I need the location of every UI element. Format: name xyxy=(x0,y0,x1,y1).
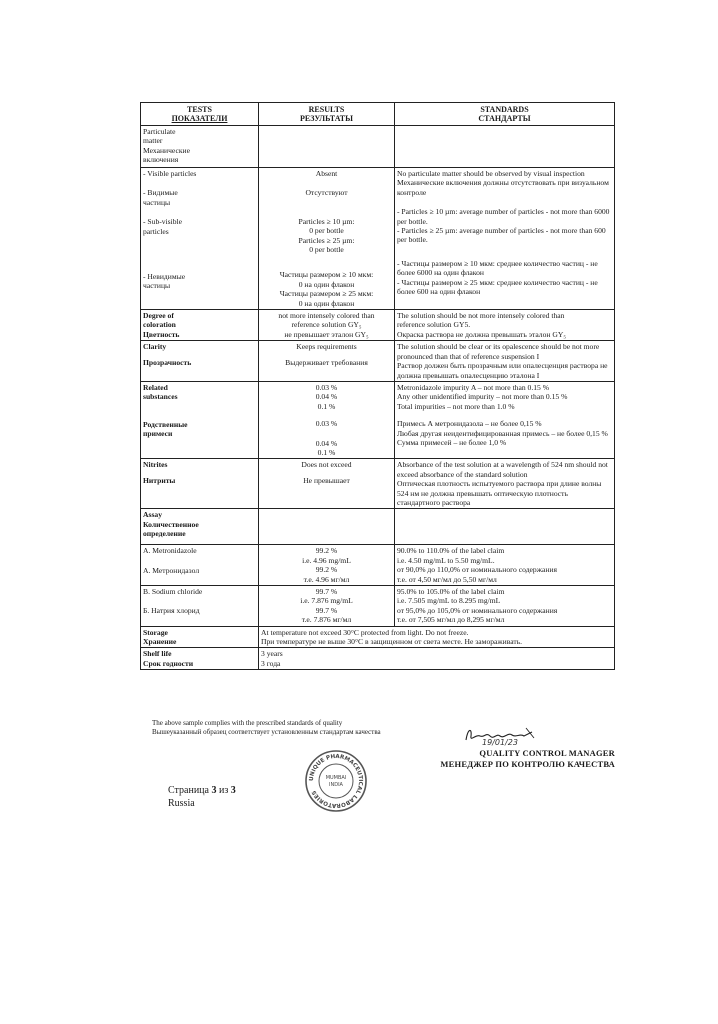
assay-title: Assay Количественное определение xyxy=(141,509,259,545)
shelf-life-text: 3 years 3 года xyxy=(259,648,615,670)
coloration-test: Degree of coloration Цветность xyxy=(141,310,259,341)
table-row xyxy=(141,168,615,310)
assay-a-results: 99.2 % i.e. 4.96 mg/mL 99.2 % т.е. 4.96 мг/мл xyxy=(259,545,395,586)
table-row xyxy=(141,545,615,586)
particulate-results: Absent Отсутствуют Particles ≥ 10 µm: 0 per bottle Particles ≥ 25 µm: 0 per bottle Частицы размером ≥ 10 мкм: 0 на один флакон Частицы размером ≥ 25 мкм: 0 на один флакон xyxy=(259,168,395,310)
seal-center-line-2: INDIA xyxy=(329,782,343,788)
assay-b-standards: 95.0% to 105.0% of the label claim i.e. 7.505 mg/mL to 8.295 mg/mL от 95,0% до 105,0% от номинального содержания т.е. от 7,505 мг/мл до 8,295 мг/мл xyxy=(395,586,615,627)
table-row xyxy=(141,341,615,382)
particulate-tests: - Visible particles - Видимые частицы - Sub-visible particles - Невидимые частицы xyxy=(141,168,259,310)
quality-control-manager: QUALITY CONTROL MANAGER МЕНЕДЖЕР ПО КОНТРОЛЮ КАЧЕСТВА xyxy=(440,748,615,769)
related-standards: Metronidazole impurity A – not more than 0.15 % Any other unidentified impurity – not more than 0.15 % Total impurities – not more than 1.0 % Примесь А метронидазола – не более 0,15 % Любая другая неидентифицированная примесь – не более 0,15 % Сумма примесей – не более 1,0 % xyxy=(395,381,615,458)
seal-center-line-1: MUMBAI xyxy=(325,775,347,781)
table-row xyxy=(141,648,615,670)
svg-text:UNIQUE PHARMACEUTICAL LABORATO xyxy=(309,754,363,808)
nitrites-result: Does not exceed Не превышает xyxy=(259,459,395,509)
related-results: 0.03 % 0.04 % 0.1 % 0.03 % 0.04 % 0.1 % xyxy=(259,381,395,458)
assay-b-results: 99.7 % i.e. 7.876 mg/mL 99.7 % т.е. 7.876 мг/мл xyxy=(259,586,395,627)
shelf-life-test: Shelf life Срок годности xyxy=(141,648,259,670)
clarity-result: Keeps requirements Выдерживает требования xyxy=(259,341,395,382)
tests-header: TESTS ПОКАЗАТЕЛИ xyxy=(141,103,259,126)
storage-test: Storage Хранение xyxy=(141,626,259,648)
table-row xyxy=(141,459,615,509)
table-row xyxy=(141,381,615,458)
assay-b-test: B. Sodium chloride Б. Натрия хлорид xyxy=(141,586,259,627)
table-row xyxy=(141,310,615,341)
coloration-standard: The solution should be not more intensely colored than reference solution GY5. Окраска раствора не должна превышать эталон GY₅ xyxy=(395,310,615,341)
signature-date: 19/01/23 xyxy=(482,738,518,747)
assay-a-standards: 90.0% to 110.0% of the label claim i.e. 4.50 mg/mL to 5.50 mg/mL. от 90,0% до 110,0% от номинального содержания т.е. от 4,50 мг/мл до 5,50 мг/мл xyxy=(395,545,615,586)
seal-ring-text: UNIQUE PHARMACEUTICAL LABORATORIES xyxy=(308,753,364,809)
clarity-standard: The solution should be clear or its opalescence should be not more pronounced than that of reference suspension I Раствор должен быть прозрачным или опалесценция раствора не должна превышать опалесценцию эталона I xyxy=(395,341,615,382)
page-number: Страница 3 из 3 xyxy=(168,785,236,796)
clarity-test: Clarity Прозрачность xyxy=(141,341,259,382)
results-header: RESULTS РЕЗУЛЬТАТЫ xyxy=(259,103,395,126)
standards-header: STANDARDS СТАНДАРТЫ xyxy=(395,103,615,126)
particulate-standards: No particulate matter should be observed by visual inspection Механические включения должны отсутствовать при визуальном контроле - Particles ≥ 10 µm: average number of particles - not more than 6000 per bottle. - Particles ≥ 25 µm: average number of particles - not more than 600 per bottle. - Частицы размером ≥ 10 мкм: среднее количество частиц - не более 6000 на один флакон - Частицы размером ≥ 25 мкм: среднее количество частиц - не более 600 на один флакон xyxy=(395,168,615,310)
compliance-footnote: The above sample complies with the prescribed standards of quality Вышеуказанный образец соответствует установленным стандартам качества xyxy=(152,719,381,736)
table-header-row xyxy=(141,103,615,126)
table-row xyxy=(141,626,615,648)
coloration-result: not more intensely colored than reference solution GY₅ не превышает эталон GY₅ xyxy=(259,310,395,341)
assay-a-test: A. Metronidazole А. Метронидазол xyxy=(141,545,259,586)
country-label: Russia xyxy=(168,798,195,809)
table-row xyxy=(141,509,615,545)
nitrites-standard: Absorbance of the test solution at a wavelength of 524 nm should not exceed absorbance of the standard solution Оптическая плотность испытуемого раствора при длине волны 524 нм не должна превышать оптическую плотность стандартного раствора xyxy=(395,459,615,509)
table-row xyxy=(141,586,615,627)
test-results-table xyxy=(140,102,615,670)
related-test: Related substances Родственные примеси xyxy=(141,381,259,458)
company-seal xyxy=(304,749,368,813)
storage-text: At temperature not exceed 30°C protected from light. Do not freeze. При температуре не выше 30°C в защищенном от света месте. Не замораживать. xyxy=(259,626,615,648)
table-row xyxy=(141,126,615,168)
nitrites-test: Nitrites Нитриты xyxy=(141,459,259,509)
particulate-title: Particulate matter Механические включения xyxy=(141,126,259,168)
